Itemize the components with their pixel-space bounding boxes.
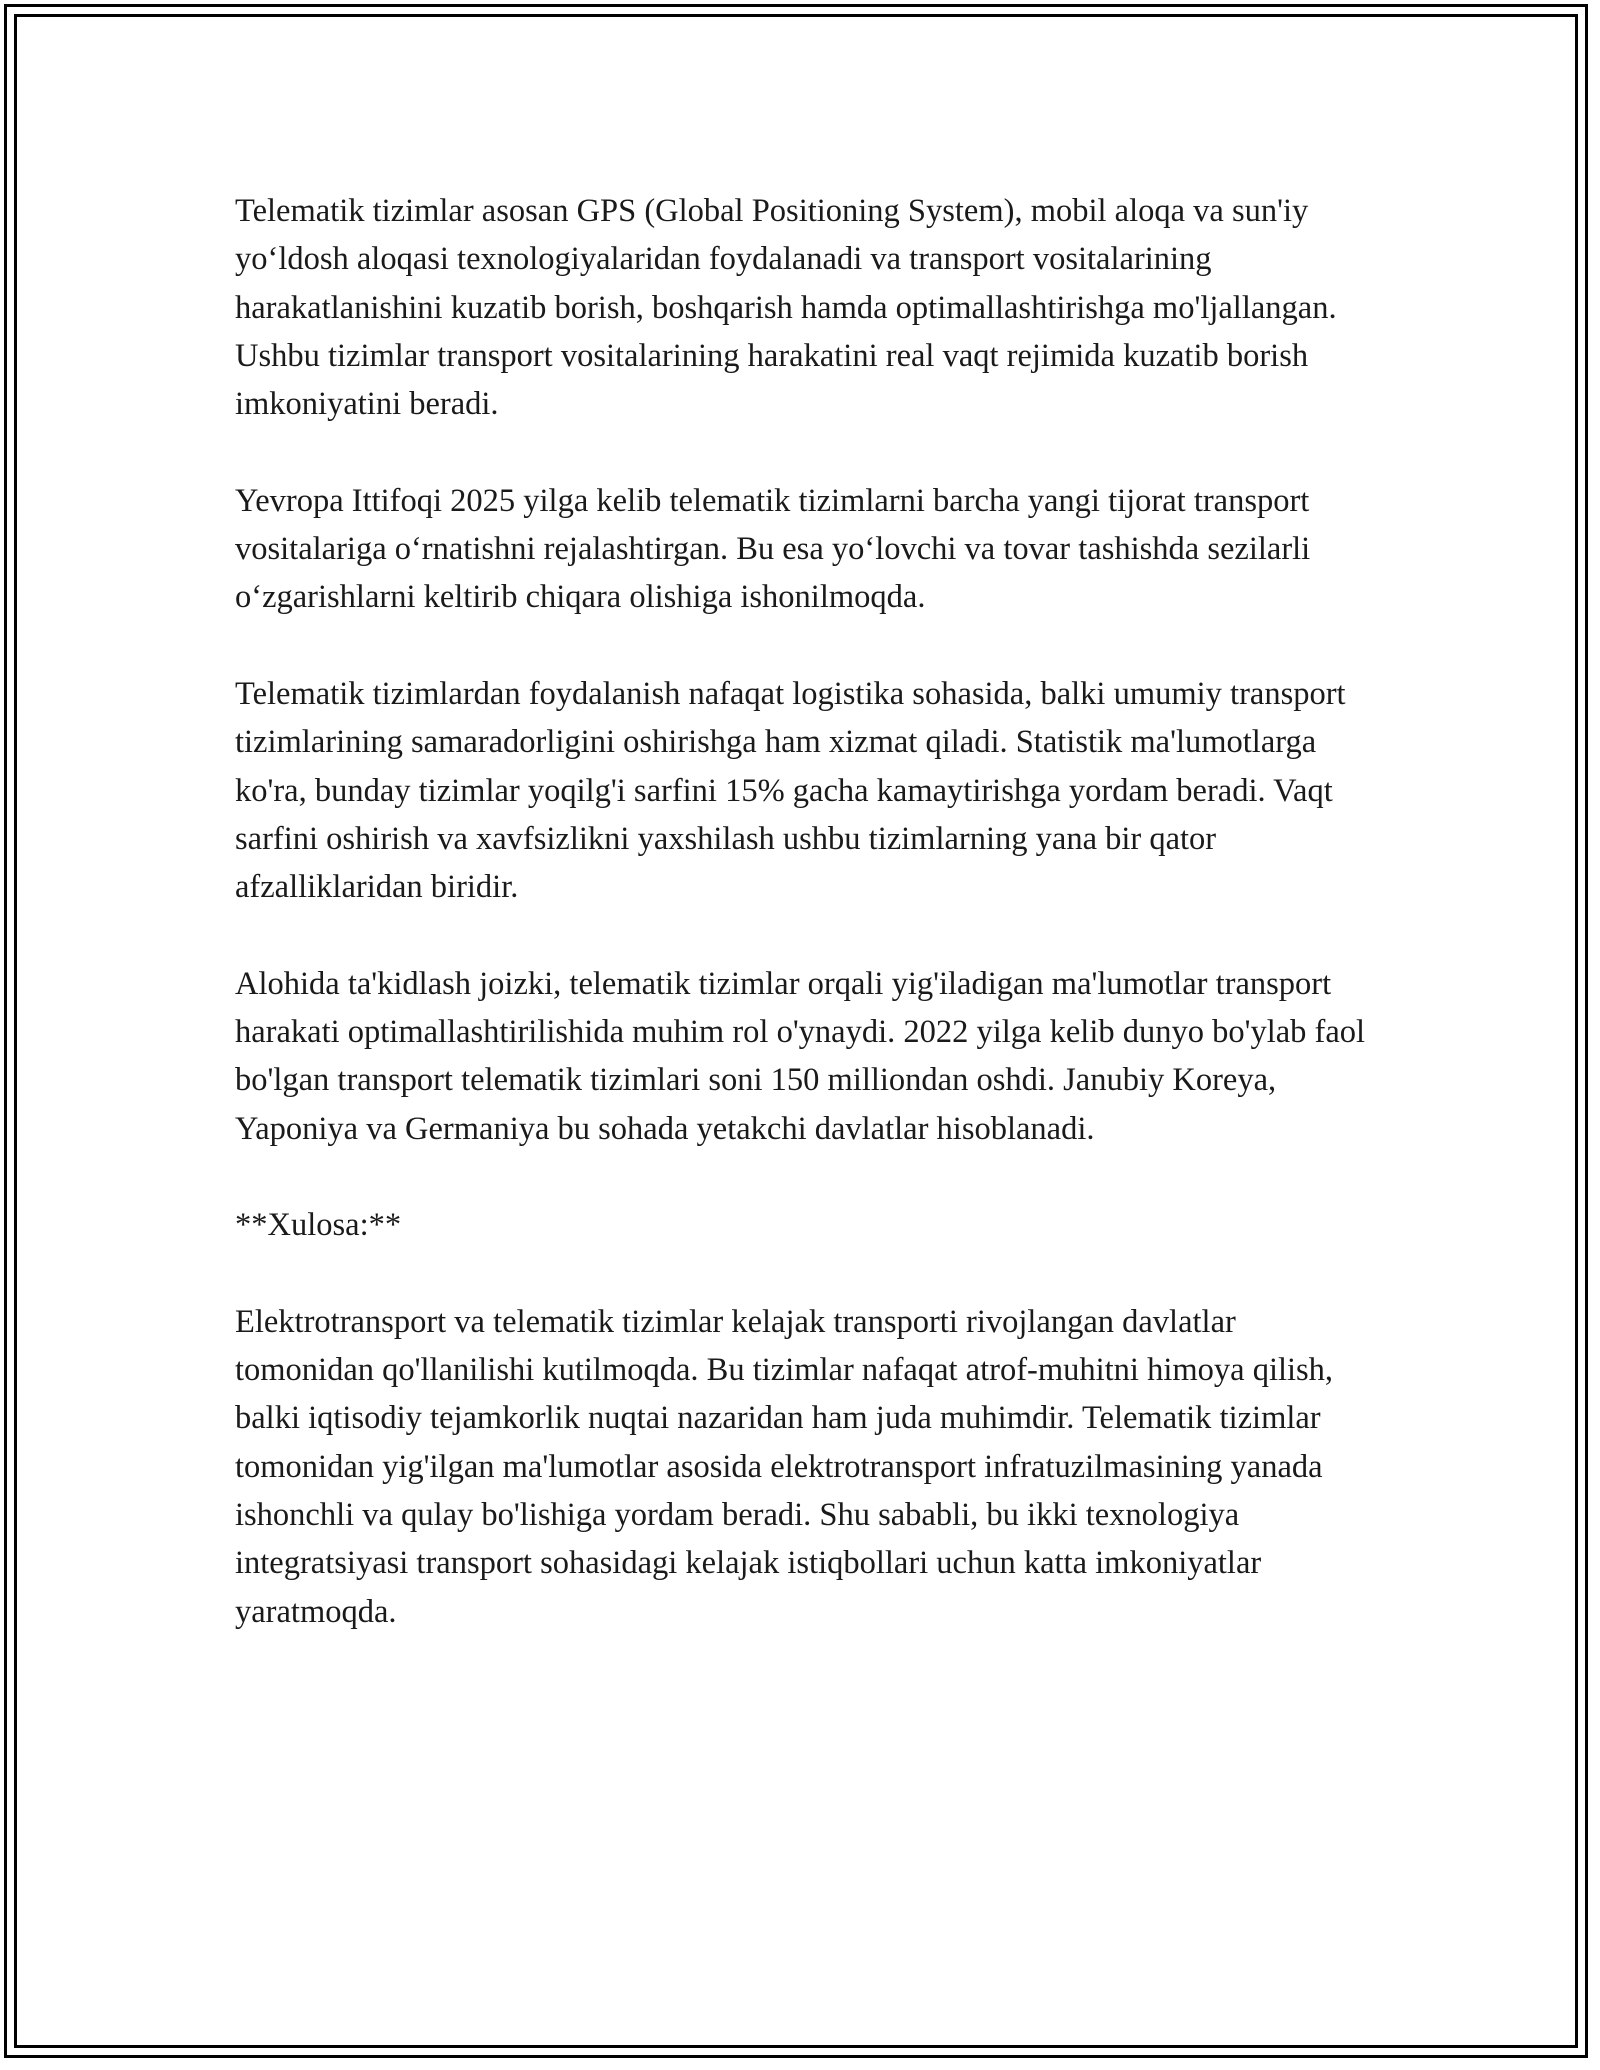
paragraph-telematik-foydalanish: Telematik tizimlardan foydalanish nafaqat logistika sohasida, balki umumiy transport tizimlarining samaradorligini oshirishga ham xizmat qiladi. Statistik ma'lumotlarga ko'ra, bunday tizimlar yoqilg'i sarfini 15% gacha kamaytirishga yordam beradi. Vaqt sarfini oshirish va xavfsizlikni yaxshilash ushbu tizimlarning yana bir qator afzalliklaridan biridir. (235, 675, 1346, 906)
paragraph-alohida-takidlash: Alohida ta'kidlash joizki, telematik tizimlar orqali yig'iladigan ma'lumotlar transport harakati optimallashtirilishida muhim rol o'ynaydi. 2022 yilga kelib dunyo bo'ylab faol bo'lgan transport telematik tizimlari soni 150 milliondan oshdi. Janubiy Koreya, Yaponiya va Germaniya bu sohada yetakchi davlatlar hisoblanadi. (235, 965, 1366, 1147)
paragraph-yevropa-ittifoqi: Yevropa Ittifoqi 2025 yilga kelib telematik tizimlarni barcha yangi tijorat transport vositalariga o‘rnatishni rejalashtirgan. Bu esa yo‘lovchi va tovar tashishda sezilarli o‘zgarishlarni keltirib chiqara olishiga ishonilmoqda. (235, 482, 1311, 616)
document-body (235, 187, 1375, 1636)
paragraph-xulosa-body: Elektrotransport va telematik tizimlar kelajak transporti rivojlangan davlatlar tomonidan qo'llanilishi kutilmoqda. Bu tizimlar nafaqat atrof-muhitni himoya qilish, balki iqtisodiy tejamkorlik nuqtai nazaridan ham juda muhimdir. Telematik tizimlar tomonidan yig'ilgan ma'lumotlar asosida elektrotransport infratuzilmasining yanada ishonchli va qulay bo'lishiga yordam beradi. Shu sababli, bu ikki texnologiya integratsiyasi transport sohasidagi kelajak istiqbollari uchun katta imkoniyatlar yaratmoqda. (235, 1303, 1334, 1630)
paragraph-xulosa-heading: **Xulosa:** (235, 1207, 402, 1244)
paragraph-telematik-intro: Telematik tizimlar asosan GPS (Global Positioning System), mobil aloqa va sun'iy yo‘ldosh aloqasi texnologiyalaridan foydalanadi va transport vositalarining harakatlanishini kuzatib borish, boshqarish hamda optimallashtirishga mo'ljallangan. Ushbu tizimlar transport vositalarining harakatini real vaqt rejimida kuzatib borish imkoniyatini beradi. (235, 193, 1337, 423)
